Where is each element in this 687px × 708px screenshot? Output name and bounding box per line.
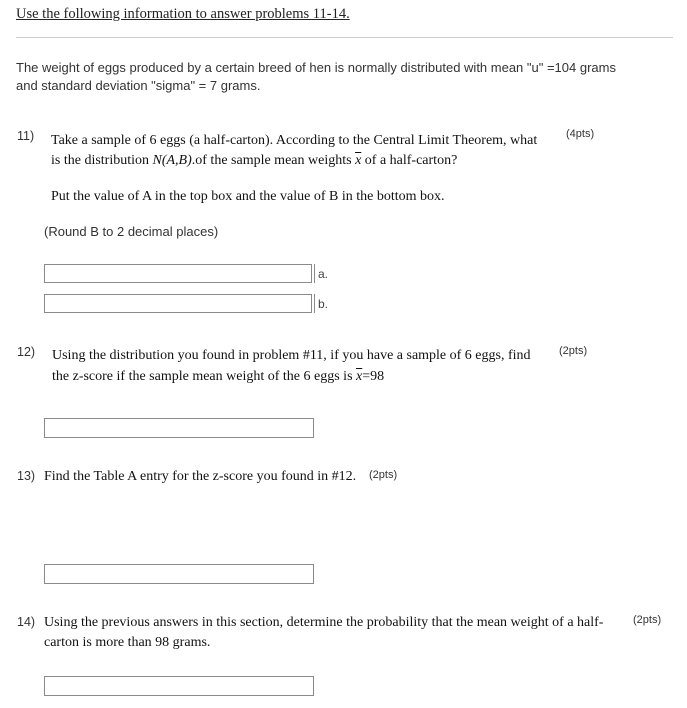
q11-label-b: b. <box>318 297 329 311</box>
q11-line1: Take a sample of 6 eggs (a half-carton). According to the Central Limit Theorem, what <box>51 133 538 148</box>
q12-answer-input[interactable] <box>44 418 314 438</box>
q11-formula: N(A,B) <box>152 153 192 168</box>
intro-text: The weight of eggs produced by a certain breed of hen is normally distributed with mean "u" =104 grams and standard deviation "sigma" = 7 grams. <box>16 60 616 93</box>
q13-text: Find the Table A entry for the z-score you found in #12. <box>44 469 357 484</box>
q14-line2: carton is more than 98 grams. <box>44 635 211 650</box>
q13-number: 13) <box>17 469 36 483</box>
q11-round-note: (Round B to 2 decimal places) <box>44 224 219 239</box>
q12-number: 12) <box>17 345 36 359</box>
q12-points: (2pts) <box>559 345 588 357</box>
q14-line1: Using the previous answers in this section, determine the probability that the mean weight of a half- <box>44 615 604 630</box>
q14-answer-input[interactable] <box>44 676 314 696</box>
q11-line2-pre: is the distribution <box>51 153 149 168</box>
q11-points: (4pts) <box>566 128 595 140</box>
q14-points: (2pts) <box>633 614 662 626</box>
q12-line2-post: =98 <box>362 369 385 384</box>
q11-b-divider <box>314 294 315 313</box>
q11-answer-a-input[interactable] <box>44 264 312 283</box>
q11-line2-post: of a half-carton? <box>364 153 458 168</box>
q13-answer-input[interactable] <box>44 564 314 584</box>
section-header: Use the following information to answer problems 11-14. <box>16 6 350 22</box>
q12-line1: Using the distribution you found in problem #11, if you have a sample of 6 eggs, find <box>52 348 531 363</box>
q11-label-a: a. <box>318 267 329 281</box>
q11-instruction: Put the value of A in the top box and the value of B in the bottom box. <box>51 189 445 204</box>
q12-xbar: $\overline{x}$ <box>356 369 363 384</box>
q14-number: 14) <box>17 615 36 629</box>
q11-xbar: $\overline{x}$ <box>355 153 362 168</box>
q11-a-divider <box>314 264 315 283</box>
q12-line2-pre: the z-score if the sample mean weight of the 6 eggs is <box>52 369 353 384</box>
q13-points: (2pts) <box>369 469 398 481</box>
q11-line2 <box>51 151 457 171</box>
q11-answer-b-input[interactable] <box>44 294 312 313</box>
q11-number: 11) <box>17 129 35 143</box>
header-divider <box>16 37 673 38</box>
q12-line2 <box>52 367 384 387</box>
q11-line2-mid: .of the sample mean weights <box>191 153 352 168</box>
